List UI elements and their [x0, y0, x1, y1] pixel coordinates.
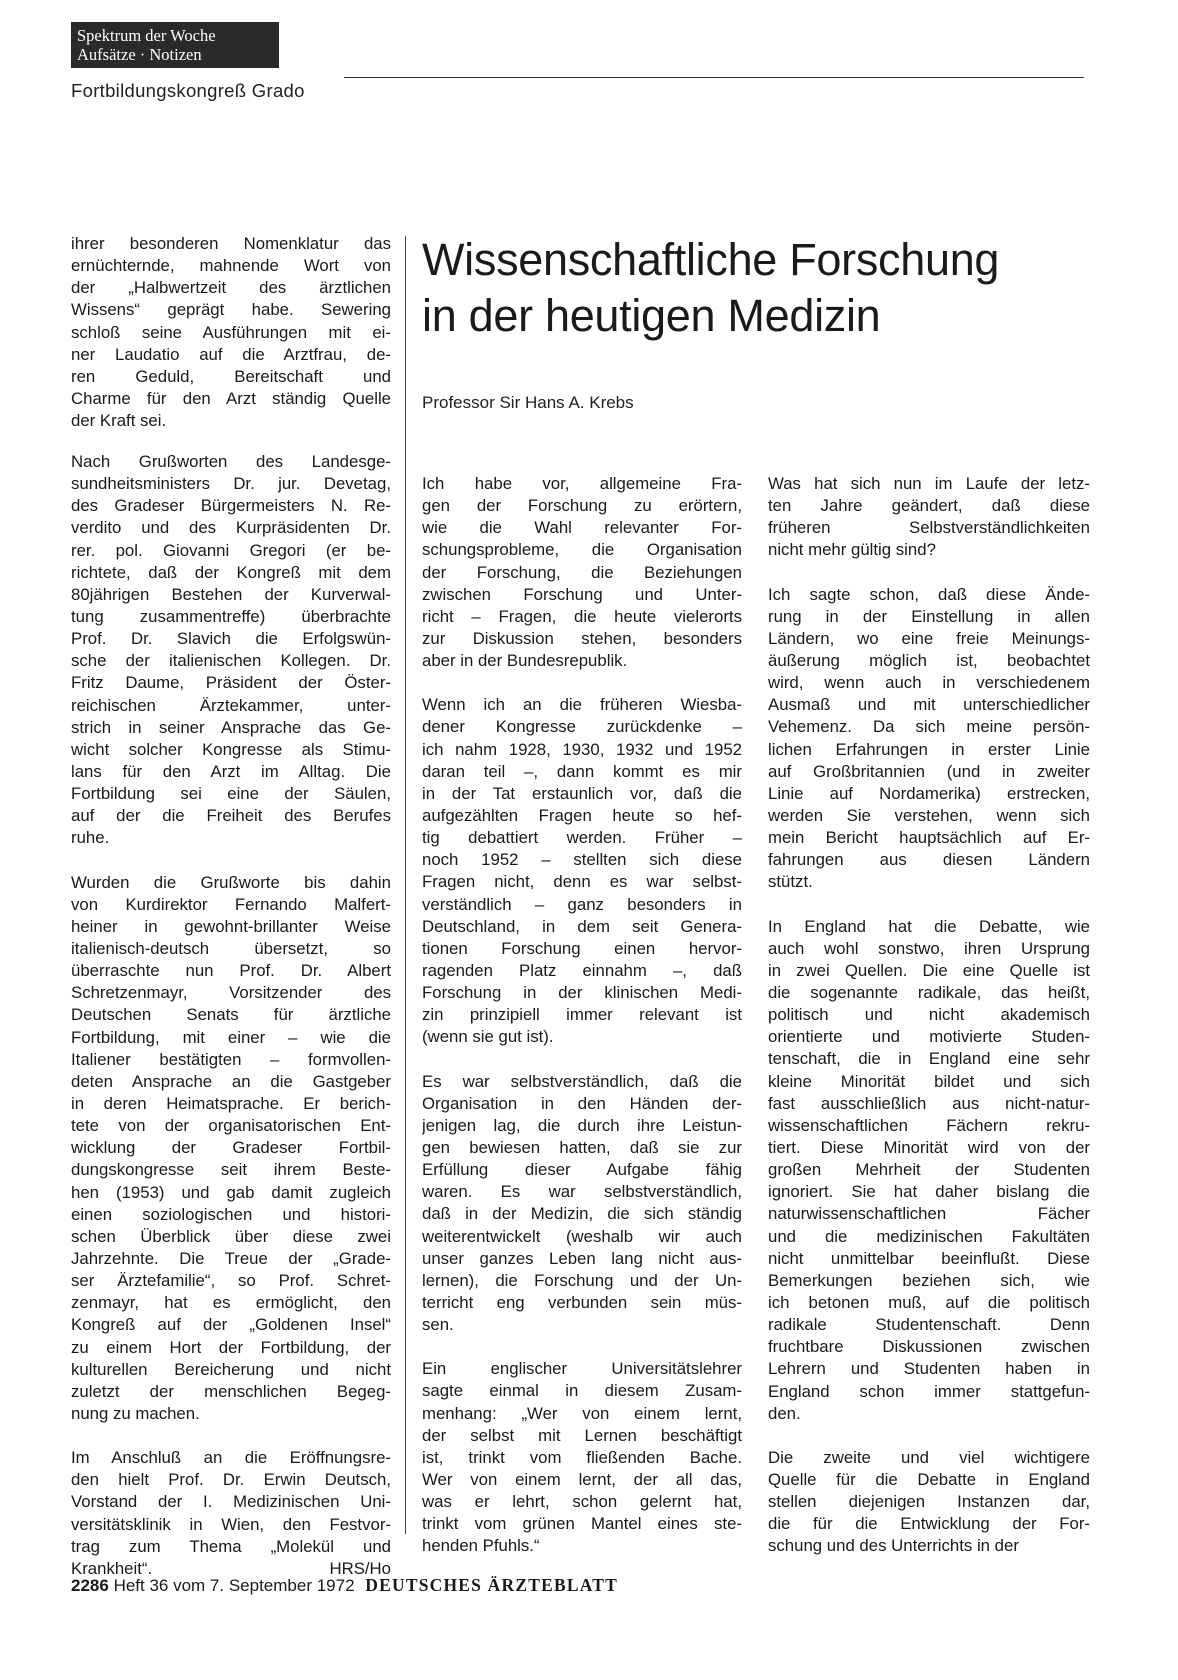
text-line: tig debattiert werden. Früher –: [422, 828, 742, 848]
text-line: Im Anschluß an die Eröffnungsre-: [71, 1448, 391, 1468]
text-line: auch wohl sonstwo, ihren Ursprung: [768, 938, 1090, 958]
text-line: ren Geduld, Bereitschaft und: [71, 366, 391, 386]
text-line: ner Laudatio auf die Arztfrau, de-: [71, 344, 391, 364]
text-line: wissenschaftlichen Fächern rekru-: [768, 1115, 1090, 1135]
text-line: nicht unmittelbar beeinflußt. Diese: [768, 1248, 1090, 1268]
text-line: ernüchternde, mahnende Wort von: [71, 256, 391, 276]
text-line: der Forschung, die Beziehungen: [422, 562, 742, 582]
text-line: stellen diejenigen Instanzen dar,: [768, 1492, 1090, 1512]
article-title: [422, 232, 1102, 344]
topic-heading: Fortbildungskongreß Grado: [71, 80, 305, 101]
text-line: jenigen lag, die durch ihre Leistun-: [422, 1115, 742, 1135]
text-line: Prof. Dr. Slavich die Erfolgswün-: [71, 629, 391, 649]
text-line: Forschung in der klinischen Medi-: [422, 983, 742, 1003]
text-line: Wenn ich an die früheren Wiesba-: [422, 695, 742, 715]
text-line: werden Sie verstehen, wenn sich: [768, 805, 1090, 825]
text-line: wicklung der Gradeser Fortbil-: [71, 1138, 391, 1158]
text-line: daß in der Medizin, die sich ständig: [422, 1204, 742, 1224]
article-author: Professor Sir Hans A. Krebs: [422, 393, 634, 412]
text-line: Organisation in den Händen der-: [422, 1093, 742, 1113]
text-line: was er lehrt, schon gelernt hat,: [422, 1492, 742, 1512]
text-line: zenmayr, hat es ermöglicht, den: [71, 1293, 391, 1313]
text-line: lernen), die Forschung und der Un-: [422, 1270, 742, 1290]
text-line: in der Tat erstaunlich vor, daß die: [422, 783, 742, 803]
text-line: der selbst mit Lernen beschäftigt: [422, 1425, 742, 1445]
right-para-3: [768, 916, 1090, 1425]
middle-para-2: [422, 694, 742, 1048]
text-line: schung und des Unterrichts in der: [768, 1536, 1019, 1556]
text-line: wie die Wahl relevanter For-: [422, 518, 742, 538]
text-line: auf der die Freiheit des Berufes: [71, 806, 391, 826]
page-footer: [71, 1575, 618, 1596]
text-line: noch 1952 – stellten sich diese: [422, 850, 742, 870]
text-line: versitätsklinik in Wien, den Festvor-: [71, 1514, 391, 1534]
text-line: verständlich – ganz besonders in: [422, 894, 742, 914]
right-body: [768, 473, 1090, 1558]
text-line: Bemerkungen beziehen sich, wie: [768, 1270, 1090, 1290]
text-line: schloß seine Ausführungen mit ei-: [71, 322, 391, 342]
text-line: den hielt Prof. Dr. Erwin Deutsch,: [71, 1470, 391, 1490]
text-line: Linie auf Nordamerika) erstrecken,: [768, 783, 1090, 803]
article-title-line1: Wissenschaftliche Forschung: [422, 234, 1000, 285]
text-line: radikale Studentenschaft. Denn: [768, 1315, 1090, 1335]
text-line: Fragen nicht, denn es war selbst-: [422, 872, 742, 892]
text-line: In England hat die Debatte, wie: [768, 916, 1090, 936]
text-line: der „Halbwertzeit des ärztlichen: [71, 278, 391, 298]
text-line: fahrungen aus diesen Ländern: [768, 850, 1090, 870]
text-line: daran teil –, dann kommt es mir: [422, 761, 742, 781]
text-line: Ich sagte schon, daß diese Ände-: [768, 584, 1090, 604]
signature: HRS/Ho: [329, 1558, 391, 1578]
text-line: Quelle für die Debatte in England: [768, 1469, 1090, 1489]
text-line: waren. Es war selbstverständlich,: [422, 1182, 742, 1202]
text-line: tiert. Diese Minorität wird von der: [768, 1137, 1090, 1157]
text-line: und die medizinischen Fakultäten: [768, 1226, 1090, 1246]
text-line: Kongreß auf der „Goldenen Insel“: [71, 1315, 391, 1335]
text-line: Es war selbstverständlich, daß die: [422, 1071, 742, 1091]
text-line: Erfüllung dieser Aufgabe fähig: [422, 1160, 742, 1180]
page-number: 2286: [71, 1576, 109, 1595]
text-line: lichen Erfahrungen in erster Linie: [768, 739, 1090, 759]
text-line: aufgezählten Fragen heute so hef-: [422, 805, 742, 825]
text-line: sagte einmal in diesem Zusam-: [422, 1381, 742, 1401]
text-line: des Gradeser Bürgermeisters N. Re-: [71, 496, 391, 516]
text-line: Die zweite und viel wichtigere: [768, 1447, 1090, 1467]
text-line: in deren Heimatsprache. Er berich-: [71, 1093, 391, 1113]
paragraph-gap: [768, 894, 1090, 916]
text-line: ten Jahre geändert, daß diese: [768, 496, 1090, 516]
text-line: kleine Minorität bildet und sich: [768, 1071, 1090, 1091]
text-line: zin prinzipiell immer relevant ist: [422, 1005, 742, 1025]
text-line: die sogenannte radikale, das heißt,: [768, 982, 1090, 1002]
text-line: unser ganzes Leben lang nicht aus-: [422, 1248, 742, 1268]
paragraph-gap: [71, 850, 391, 872]
text-line: rer. pol. Giovanni Gregori (er be-: [71, 540, 391, 560]
text-line: naturwissenschaftlichen Fächer: [768, 1204, 1090, 1224]
text-line: nung zu machen.: [71, 1403, 200, 1423]
text-line: Italiener bestätigten – formvollen-: [71, 1049, 391, 1069]
text-line: gen der Forschung zu erörtern,: [422, 496, 742, 516]
text-line: schen Überblick über diese zwei: [71, 1226, 391, 1246]
text-line: früheren Selbstverständlichkeiten: [768, 518, 1090, 538]
text-line: der Kraft sei.: [71, 411, 167, 431]
article-title-line2: in der heutigen Medizin: [422, 290, 881, 341]
text-line: (wenn sie gut ist).: [422, 1027, 554, 1047]
text-line: wicht solcher Kongresse als Stimu-: [71, 739, 391, 759]
text-line: Ländern, wo eine freie Meinungs-: [768, 628, 1090, 648]
text-line: verdito und des Kurpräsidenten Dr.: [71, 518, 391, 538]
left-para-4: [71, 1447, 391, 1558]
magazine-name: DEUTSCHES ÄRZTEBLATT: [365, 1575, 618, 1595]
text-line: Fortbildung sei eine der Säulen,: [71, 784, 391, 804]
text-line: Was hat sich nun im Laufe der letz-: [768, 474, 1090, 493]
text-line: ich nahm 1928, 1930, 1932 und 1952: [422, 739, 742, 759]
text-line: zur Diskussion stehen, besonders: [422, 628, 742, 648]
text-line: wird, wenn auch in verschiedenem: [768, 673, 1090, 693]
text-line: Fortbildung, mit einer – wie die: [71, 1027, 391, 1047]
left-para-3: [71, 872, 391, 1426]
text-line: heiner in gewohnt-brillanter Weise: [71, 916, 391, 936]
text-line: Vorstand der I. Medizinischen Uni-: [71, 1492, 391, 1512]
text-line: reichischen Ärztekammer, unter-: [71, 695, 391, 715]
text-line: Ein englischer Universitätslehrer: [422, 1359, 742, 1379]
text-line: sche der italienischen Kollegen. Dr.: [71, 651, 391, 671]
text-line: politisch und nicht akademisch: [768, 1005, 1090, 1025]
text-line: tung zusammentreffe) überbrachte: [71, 606, 391, 626]
text-line: Ich habe vor, allgemeine Fra-: [422, 474, 742, 493]
text-line: ist, trinkt vom fließenden Bache.: [422, 1447, 742, 1467]
paragraph-gap: [422, 1336, 742, 1358]
text-line: Vehemenz. Da sich meine persön-: [768, 717, 1090, 737]
middle-para-3: [422, 1071, 742, 1337]
text-line: italienisch-deutsch übersetzt, so: [71, 938, 391, 958]
text-line: dener Kongresse zurückdenke –: [422, 717, 742, 737]
text-line: Nach Grußworten des Landesge-: [71, 452, 391, 471]
text-line: gen bewiesen hatten, daß sie zur: [422, 1137, 742, 1157]
text-line: richt – Fragen, die heute vielerorts: [422, 606, 742, 626]
paragraph-gap: [422, 1049, 742, 1071]
text-line: die für die Entwicklung der For-: [768, 1514, 1090, 1534]
text-line: trinkt vom grünen Mantel eines ste-: [422, 1514, 742, 1534]
text-line: ragenden Platz einnahm –, daß: [422, 960, 742, 980]
column-divider: [405, 236, 406, 1534]
text-line: zu einem Hort der Fortbildung, der: [71, 1337, 391, 1357]
section-label-line2: Aufsätze · Notizen: [77, 45, 202, 64]
text-line: nicht mehr gültig sind?: [768, 540, 936, 560]
text-line: tenschaft, die in England eine sehr: [768, 1049, 1090, 1069]
text-line: hen (1953) und gab damit zugleich: [71, 1182, 391, 1202]
paragraph-gap: [71, 1425, 391, 1447]
text-line: von Kurdirektor Fernando Malfert-: [71, 894, 391, 914]
text-line: Charme für den Arzt ständig Quelle: [71, 388, 391, 408]
section-label: [71, 22, 279, 68]
issue-info: Heft 36 vom 7. September 1972: [113, 1576, 355, 1595]
text-line: in zwei Quellen. Die eine Quelle ist: [768, 960, 1090, 980]
text-line: Wer von einem lernt, der all das,: [422, 1469, 742, 1489]
right-para-2: [768, 584, 1090, 894]
text-line: Jahrzehnte. Die Treue der „Grade-: [71, 1248, 391, 1268]
text-line: äußerung möglich ist, beobachtet: [768, 651, 1090, 670]
text-line: Lehrern und Studenten haben in: [768, 1359, 1090, 1379]
text-line: terricht eng verbunden sein müs-: [422, 1292, 742, 1312]
left-para-2: [71, 451, 391, 850]
text-line: zwischen Forschung und Unter-: [422, 584, 742, 604]
paragraph-gap: [422, 672, 742, 694]
left-para-1: [71, 233, 391, 432]
middle-para-1: [422, 473, 742, 672]
right-para-1: [768, 473, 1090, 562]
left-body: [71, 451, 391, 1580]
text-line: lans für den Arzt im Alltag. Die: [71, 761, 391, 781]
text-line: ignoriert. Sie hat daher bislang die: [768, 1182, 1090, 1202]
text-line: tionen Forschung einen hervor-: [422, 938, 742, 958]
section-label-line1: Spektrum der Woche: [77, 26, 216, 45]
text-line: den.: [768, 1403, 801, 1423]
text-line: zuletzt der menschlichen Begeg-: [71, 1381, 391, 1401]
text-line: henden Pfuhls.“: [422, 1536, 540, 1556]
text-line: deten Ansprache an die Gastgeber: [71, 1071, 391, 1091]
text-line: weiterentwickelt (weshalb wir auch: [422, 1226, 742, 1246]
text-line: Wissens“ geprägt habe. Sewering: [71, 300, 391, 320]
text-line: ich betonen muß, auf die politisch: [768, 1292, 1090, 1312]
text-line: fast ausschließlich aus nicht-natur-: [768, 1093, 1090, 1113]
text-line: aber in der Bundesrepublik.: [422, 651, 628, 671]
text-line: überraschte nun Prof. Dr. Albert: [71, 961, 391, 981]
text-line: fruchtbare Diskussionen zwischen: [768, 1337, 1090, 1357]
text-line: richtete, daß der Kongreß mit dem: [71, 562, 391, 582]
text-line: trag zum Thema „Molekül und: [71, 1536, 391, 1556]
text-line: schungsprobleme, die Organisation: [422, 540, 742, 560]
middle-para-4: [422, 1358, 742, 1557]
text-line: stützt.: [768, 872, 813, 892]
text-line: Deutschland, in dem seit Genera-: [422, 916, 742, 936]
text-line: ser Ärztefamilie“, so Prof. Schret-: [71, 1271, 391, 1291]
text-line: sen.: [422, 1315, 454, 1335]
text-line: Schretzenmayr, Vorsitzender des: [71, 983, 391, 1003]
middle-body: [422, 473, 742, 1558]
text-line: auf Großbritannien (und in zweiter: [768, 761, 1090, 781]
text-line: großen Mehrheit der Studenten: [768, 1160, 1090, 1180]
paragraph-gap: [768, 1425, 1090, 1447]
text-line: sundheitsministers Dr. jur. Devetag,: [71, 474, 391, 494]
text-line: menhang: „Wer von einem lernt,: [422, 1403, 742, 1423]
text-line: einen soziologischen und histori-: [71, 1204, 391, 1224]
text-line: Deutschen Senats für ärztliche: [71, 1005, 391, 1025]
text-line: dungskongresse seit ihrem Beste-: [71, 1160, 391, 1180]
text-line: tete von der organisatorischen Ent-: [71, 1116, 391, 1136]
text-line: Wurden die Grußworte bis dahin: [71, 872, 391, 892]
paragraph-gap: [768, 562, 1090, 584]
text-line: kulturellen Bereicherung und nicht: [71, 1359, 391, 1379]
left-para-4-end: Krankheit“.: [71, 1558, 153, 1578]
right-para-4: [768, 1447, 1090, 1558]
header-rule: [344, 77, 1084, 78]
text-line: rung in der Einstellung in allen: [768, 606, 1090, 626]
text-line: strich in seiner Ansprache das Ge-: [71, 717, 391, 737]
text-line: Ausmaß und mit unterschiedlicher: [768, 695, 1090, 715]
text-line: mein Bericht hauptsächlich auf Er-: [768, 828, 1090, 848]
text-line: England schon immer stattgefun-: [768, 1381, 1090, 1401]
text-line: 80jährigen Bestehen der Kurverwal-: [71, 584, 391, 604]
text-line: orientierte und motivierte Studen-: [768, 1027, 1090, 1047]
text-line: ihrer besonderen Nomenklatur das: [71, 234, 391, 253]
text-line: Fritz Daume, Präsident der Öster-: [71, 673, 391, 693]
text-line: ruhe.: [71, 828, 110, 848]
